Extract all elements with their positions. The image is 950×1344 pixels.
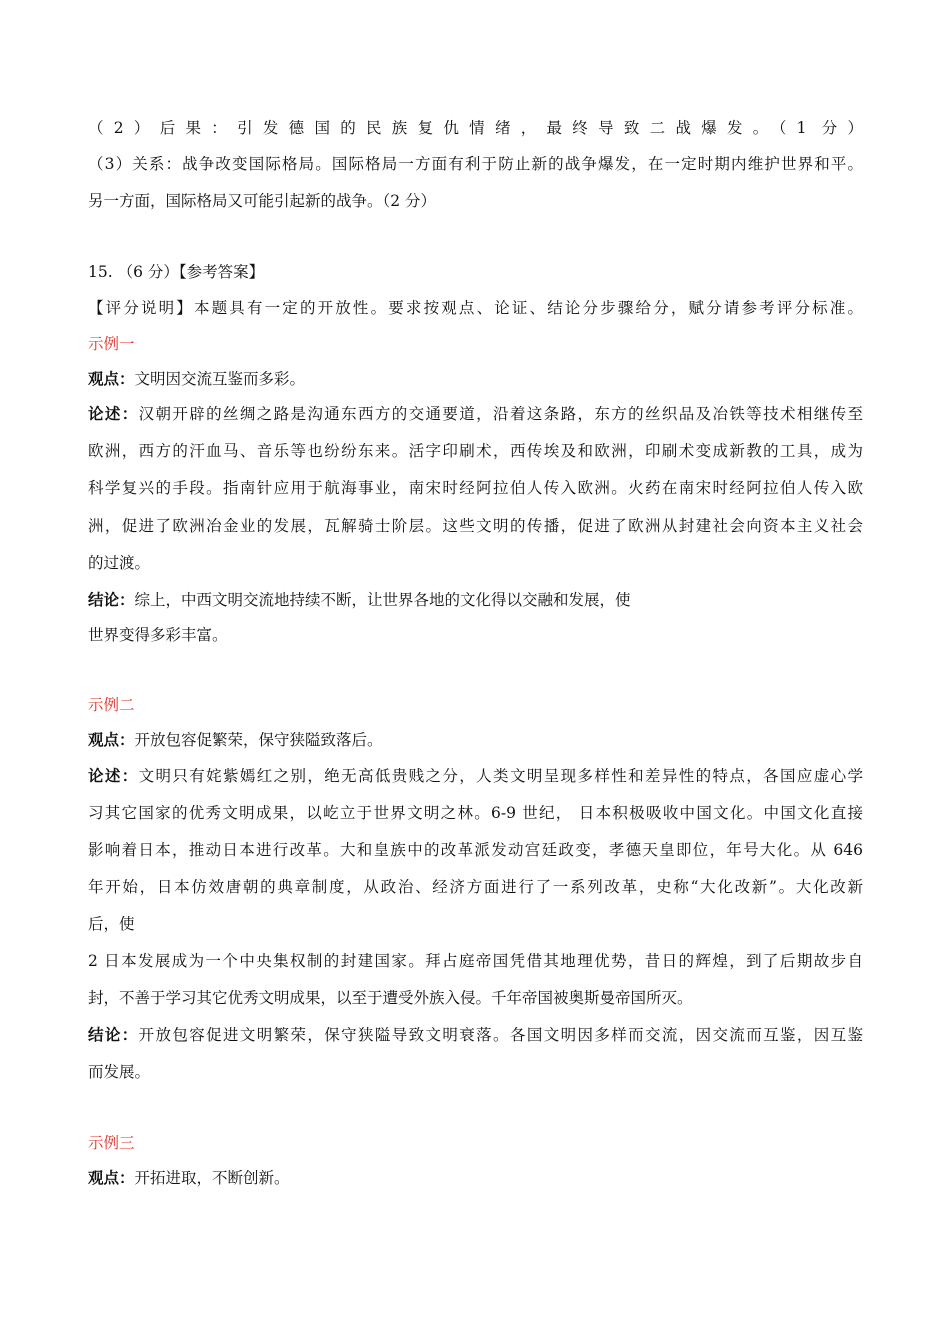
example-1-conclusion: 结论：综上，中西文明交流地持续不断，让世界各地的文化得以交融和发展，使 [88, 590, 631, 609]
example-1-argument-line: 欧洲，西方的汗血马、音乐等也纷纷东来。活字印刷术，西传埃及和欧洲，印刷术变成新教的工具，成为 [88, 442, 863, 460]
example-1-argument-line: 论述：汉朝开辟的丝绸之路是沟通东西方的交通要道，沿着这条路，东方的丝织品及冶铁等技术相继传至 [88, 404, 863, 423]
conclusion-label: 结论： [88, 1025, 139, 1044]
example-2-argument-line: 年开始，日本仿效唐朝的典章制度，从政治、经济方面进行了一系列改革，史称“大化改新”。大化改新 [88, 878, 863, 896]
example-3-title: 示例三 [88, 1134, 135, 1152]
viewpoint-label: 观点： [88, 1168, 135, 1187]
example-2-viewpoint: 观点：开放包容促繁荣，保守狭隘致落后。 [88, 730, 383, 749]
example-1-title: 示例一 [88, 335, 135, 353]
example-2-argument-line: 2 日本发展成为一个中央集权制的封建国家。拜占庭帝国凭借其地理优势，昔日的辉煌，到了后期故步自 [88, 952, 863, 970]
scoring-note: 【评分说明】本题具有一定的开放性。要求按观点、论证、结论分步骤给分，赋分请参考评分标准。 [88, 299, 863, 317]
example-2-argument-line: 习其它国家的优秀文明成果，以屹立于世界文明之林。6-9 世纪， 日本积极吸收中国文化。中国文化直接 [88, 804, 863, 822]
example-2-title: 示例二 [88, 696, 135, 714]
example-1-viewpoint: 观点：文明因交流互鉴而多彩。 [88, 369, 306, 388]
example-1-argument-line: 洲，促进了欧洲冶金业的发展，瓦解骑士阶层。这些文明的传播，促进了欧洲从封建社会向资本主义社会 [88, 517, 863, 535]
question-15-header: 15. （6 分）【参考答案】 [88, 263, 265, 281]
conclusion-label: 结论： [88, 590, 135, 609]
viewpoint-label: 观点： [88, 369, 135, 388]
example-2-argument-line: 后，使 [88, 915, 135, 933]
example-2-conclusion: 结论：开放包容促进文明繁荣，保守狭隘导致文明衰落。各国文明因多样而交流，因交流而互鉴，因互鉴 [88, 1025, 863, 1044]
example-2-argument-line: 影响着日本，推动日本进行改革。大和皇族中的改革派发动宫廷政变，孝德天皇即位，年号大化。从 646 [88, 841, 863, 859]
answer-14-3-continued: 另一方面，国际格局又可能引起新的战争。（2 分） [88, 192, 437, 210]
example-2-argument-line: 论述：文明只有姹紫嫣红之别，绝无高低贵贱之分，人类文明呈现多样性和差异性的特点，各国应虚心学 [88, 766, 863, 785]
answer-14-3: （3）关系：战争改变国际格局。国际格局一方面有利于防止新的战争爆发，在一定时期内维护世界和平。 [88, 155, 863, 173]
answer-14-2: （2）后果：引发德国的民族复仇情绪，最终导致二战爆发。（1 分） [88, 119, 863, 137]
argument-label: 论述： [88, 404, 139, 423]
example-2-conclusion-line: 而发展。 [88, 1063, 151, 1081]
argument-label: 论述： [88, 766, 139, 785]
example-1-conclusion-line: 世界变得多彩丰富。 [88, 626, 228, 644]
example-2-argument-line: 封，不善于学习其它优秀文明成果，以至于遭受外族入侵。千年帝国被奥斯曼帝国所灭。 [88, 989, 693, 1007]
example-3-viewpoint: 观点：开拓进取，不断创新。 [88, 1168, 290, 1187]
viewpoint-label: 观点： [88, 730, 135, 749]
example-1-argument-line: 科学复兴的手段。指南针应用于航海事业，南宋时经阿拉伯人传入欧洲。火药在南宋时经阿拉伯人传入欧 [88, 479, 863, 497]
example-1-argument-line: 的过渡。 [88, 554, 151, 572]
